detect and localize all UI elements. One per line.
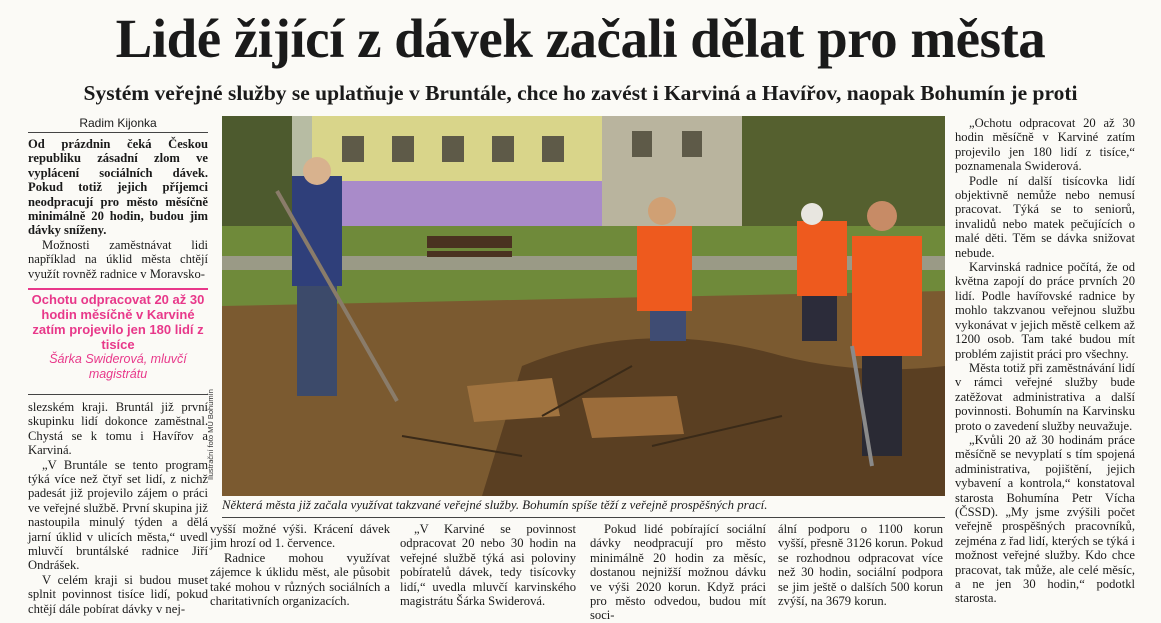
article-photo xyxy=(222,116,945,496)
author-byline: Radim Kijonka xyxy=(28,116,208,133)
paragraph: Podle ní další tisícovka lidí objektivně nemůže nebo nemusí pracovat. Týká se to seniorů, invalidů nebo matek pečujících o malé děti. Těm se dávka snižovat nebude. xyxy=(955,173,1135,260)
column-4 xyxy=(590,522,766,623)
column-6 xyxy=(955,116,1135,606)
pull-quote-author: Šárka Swiderová, mluvčí magistrátu xyxy=(49,352,187,381)
paragraph: Radnice mohou využívat zájemce k úklidu měst, ale působit také mohou v různých sociálních a charitativních organizacích. xyxy=(210,550,390,609)
paragraph: Možnosti zaměstnávat lidi například na úklid města chtějí využít rovněž radnice v Moravsko- xyxy=(28,237,208,281)
paragraph: vyšší možné výši. Krácení dávek jim hrozí od 1. července. xyxy=(210,522,390,551)
paragraph: Pokud lidé pobírající sociální dávky neodpracují pro město minimálně 20 hodin za měsíc, dostanou nejnižší možnou dávku ve výši 2020 korun. Když práci pro město odvedou, budou mít soci- xyxy=(590,522,766,623)
column-1-bottom xyxy=(28,400,208,616)
divider xyxy=(28,394,208,395)
pull-quote xyxy=(28,288,208,382)
subheadline: Systém veřejné služby se uplatňuje v Bruntále, chce ho zavést i Karviná a Havířov, naopak Bohumín je proti xyxy=(83,81,1078,105)
photo-caption: Některá města již začala využívat takzvané veřejné služby. Bohumín spíše těží z veřejně prospěšných prací. xyxy=(222,497,945,518)
paragraph: V celém kraji si budou muset splnit povinnost tisíce lidí, pokud chtějí dále pobírat dávky v nej- xyxy=(28,572,208,616)
paragraph: „Kvůli 20 až 30 hodinám práce měsíčně se nevyplatí s tím spojená administrativa, pojištění, jejich vybavení a kontrola,“ konstatoval starosta Bohumína Petr Vícha (ČSSD). „My jsme zvýšili počet veřejně prospěšných pracovníků, zejména z řad lidí, kterých se týká i možnost veřejné služby. Kdo chce pracovat, tak může, ale celé měsíc, a ne jen 30 hodin,“ podotkl starosta. xyxy=(955,432,1135,606)
paragraph: „V Bruntále se tento program týká více než čtyř set lidí, z nichž padesát již projevilo zájem o práci ve veřejné službě. První skupina již nastoupila minulý týden a dělá jarní úklid v ulicích města,“ uvedl mluvčí bruntálské radnice Jiří Ondrášek. xyxy=(28,457,208,573)
headline: Lidé žijící z dávek začali dělat pro města xyxy=(115,8,1046,69)
paragraph: slezském kraji. Bruntál již první skupinku lidí dokonce zaměstnal. Chystá se k tomu i Havířov a Karviná. xyxy=(28,400,208,458)
column-1-top xyxy=(28,137,208,281)
paragraph: „Ochotu odpracovat 20 až 30 hodin měsíčně v Karviné zatím projevilo jen 180 lidí z tisíce,“ poznamenala Swiderová. xyxy=(955,116,1135,174)
photo-credit-text: Ilustrační foto MÚ Bohumín xyxy=(206,389,215,480)
paragraph: Města totiž při zaměstnávání lidí v rámci veřejné služby bude zatěžovat administrativa a další povinnosti. Bohumín na Karvinsku proto o zavedení služby neuvažuje. xyxy=(955,360,1135,433)
paragraph: Karvinská radnice počítá, že od května zapojí do práce prvních 20 lidí. Podle havířovské radnice by mohlo takzvanou veřejnou službu vykonávat v jejich městě celkem až 1200 osob. Tam také budou mít problém zajistit práci pro všechny. xyxy=(955,260,1135,361)
column-2 xyxy=(210,522,390,608)
photo-credit xyxy=(206,389,220,494)
photo-illustration xyxy=(222,116,945,496)
column-5 xyxy=(778,522,943,608)
paragraph: „V Karviné se povinnost odpracovat 20 nebo 30 hodin na veřejné službě týká asi poloviny pobíratelů dávek, tedy tisícovky lidí,“ uvedla mluvčí karvinského magistrátu Šárka Swiderová. xyxy=(400,522,576,609)
column-3 xyxy=(400,522,576,608)
lead-paragraph: Od prázdnin čeká Českou republiku zásadní zlom ve vyplácení sociálních dávek. Pokud totiž jejich příjemci neodpracují pro město měsíčně minimálně 20 hodin, budou jim dávky sníženy. xyxy=(28,137,208,238)
paragraph: ální podporu o 1100 korun vyšší, přesně 3126 korun. Pokud se rozhodnou odpracovat více než 30 hodin, sociální podpora se jim ještě o dalších 500 korun zvýší, na 3679 korun. xyxy=(778,522,943,609)
pull-quote-text: Ochotu odpracovat 20 až 30 hodin měsíčně v Karviné zatím projevilo jen 180 lidí z tisíce xyxy=(31,292,205,352)
